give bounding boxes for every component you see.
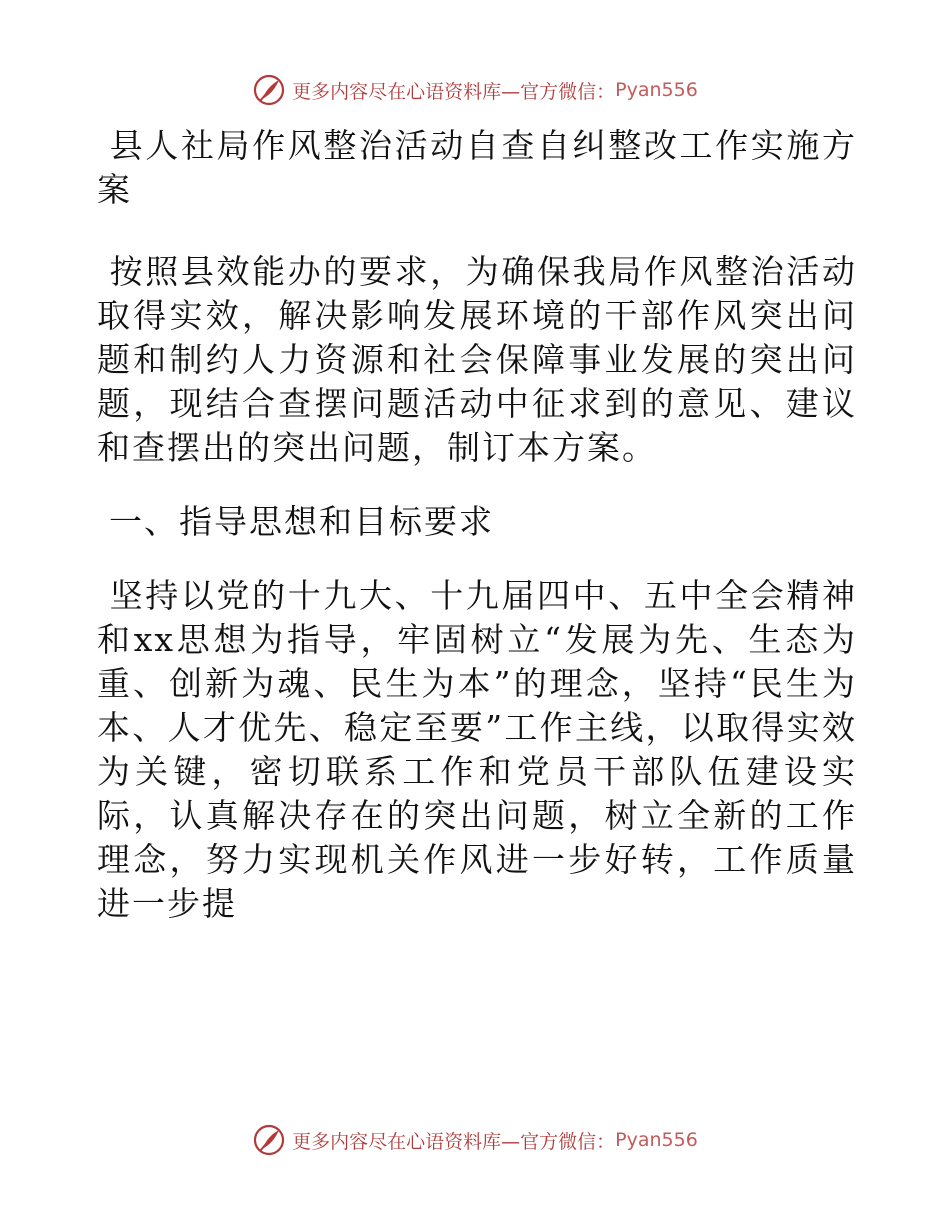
document-title: 县人社局作风整治活动自查自纠整改工作实施方案 (97, 126, 857, 209)
banner-wechat-id: Pyan556 (615, 1129, 698, 1151)
section-heading: 一、指导思想和目标要求 (109, 502, 494, 541)
paragraph-intro: 按照县效能办的要求，为确保我局作风整治活动取得实效，解决影响发展环境的干部作风突出问题和制约人力资源和社会保障事业发展的突出问题，现结合查摆问题活动中征求到的意见、建议和查摆出的突出问题，制订本方案。 (97, 252, 857, 467)
document-body (97, 124, 857, 926)
feather-pen-icon (252, 1123, 286, 1157)
banner-text: 更多内容尽在心语资料库—官方微信： (292, 80, 616, 103)
footer-watermark-banner (0, 1120, 950, 1160)
feather-pen-icon (252, 73, 286, 107)
paragraph-guiding-ideology: 坚持以党的十九大、十九届四中、五中全会精神和xx思想为指导，牢固树立“发展为先、生态为重、创新为魂、民生为本”的理念，坚持“民生为本、人才优先、稳定至要”工作主线，以取得实效为关键，密切联系工作和党员干部队伍建设实际，认真解决存在的突出问题，树立全新的工作理念，努力实现机关作风进一步好转，工作质量进一步提 (97, 576, 857, 923)
banner-text: 更多内容尽在心语资料库—官方微信： (292, 1130, 616, 1153)
header-watermark-banner (0, 70, 950, 110)
banner-wechat-id: Pyan556 (615, 79, 698, 101)
